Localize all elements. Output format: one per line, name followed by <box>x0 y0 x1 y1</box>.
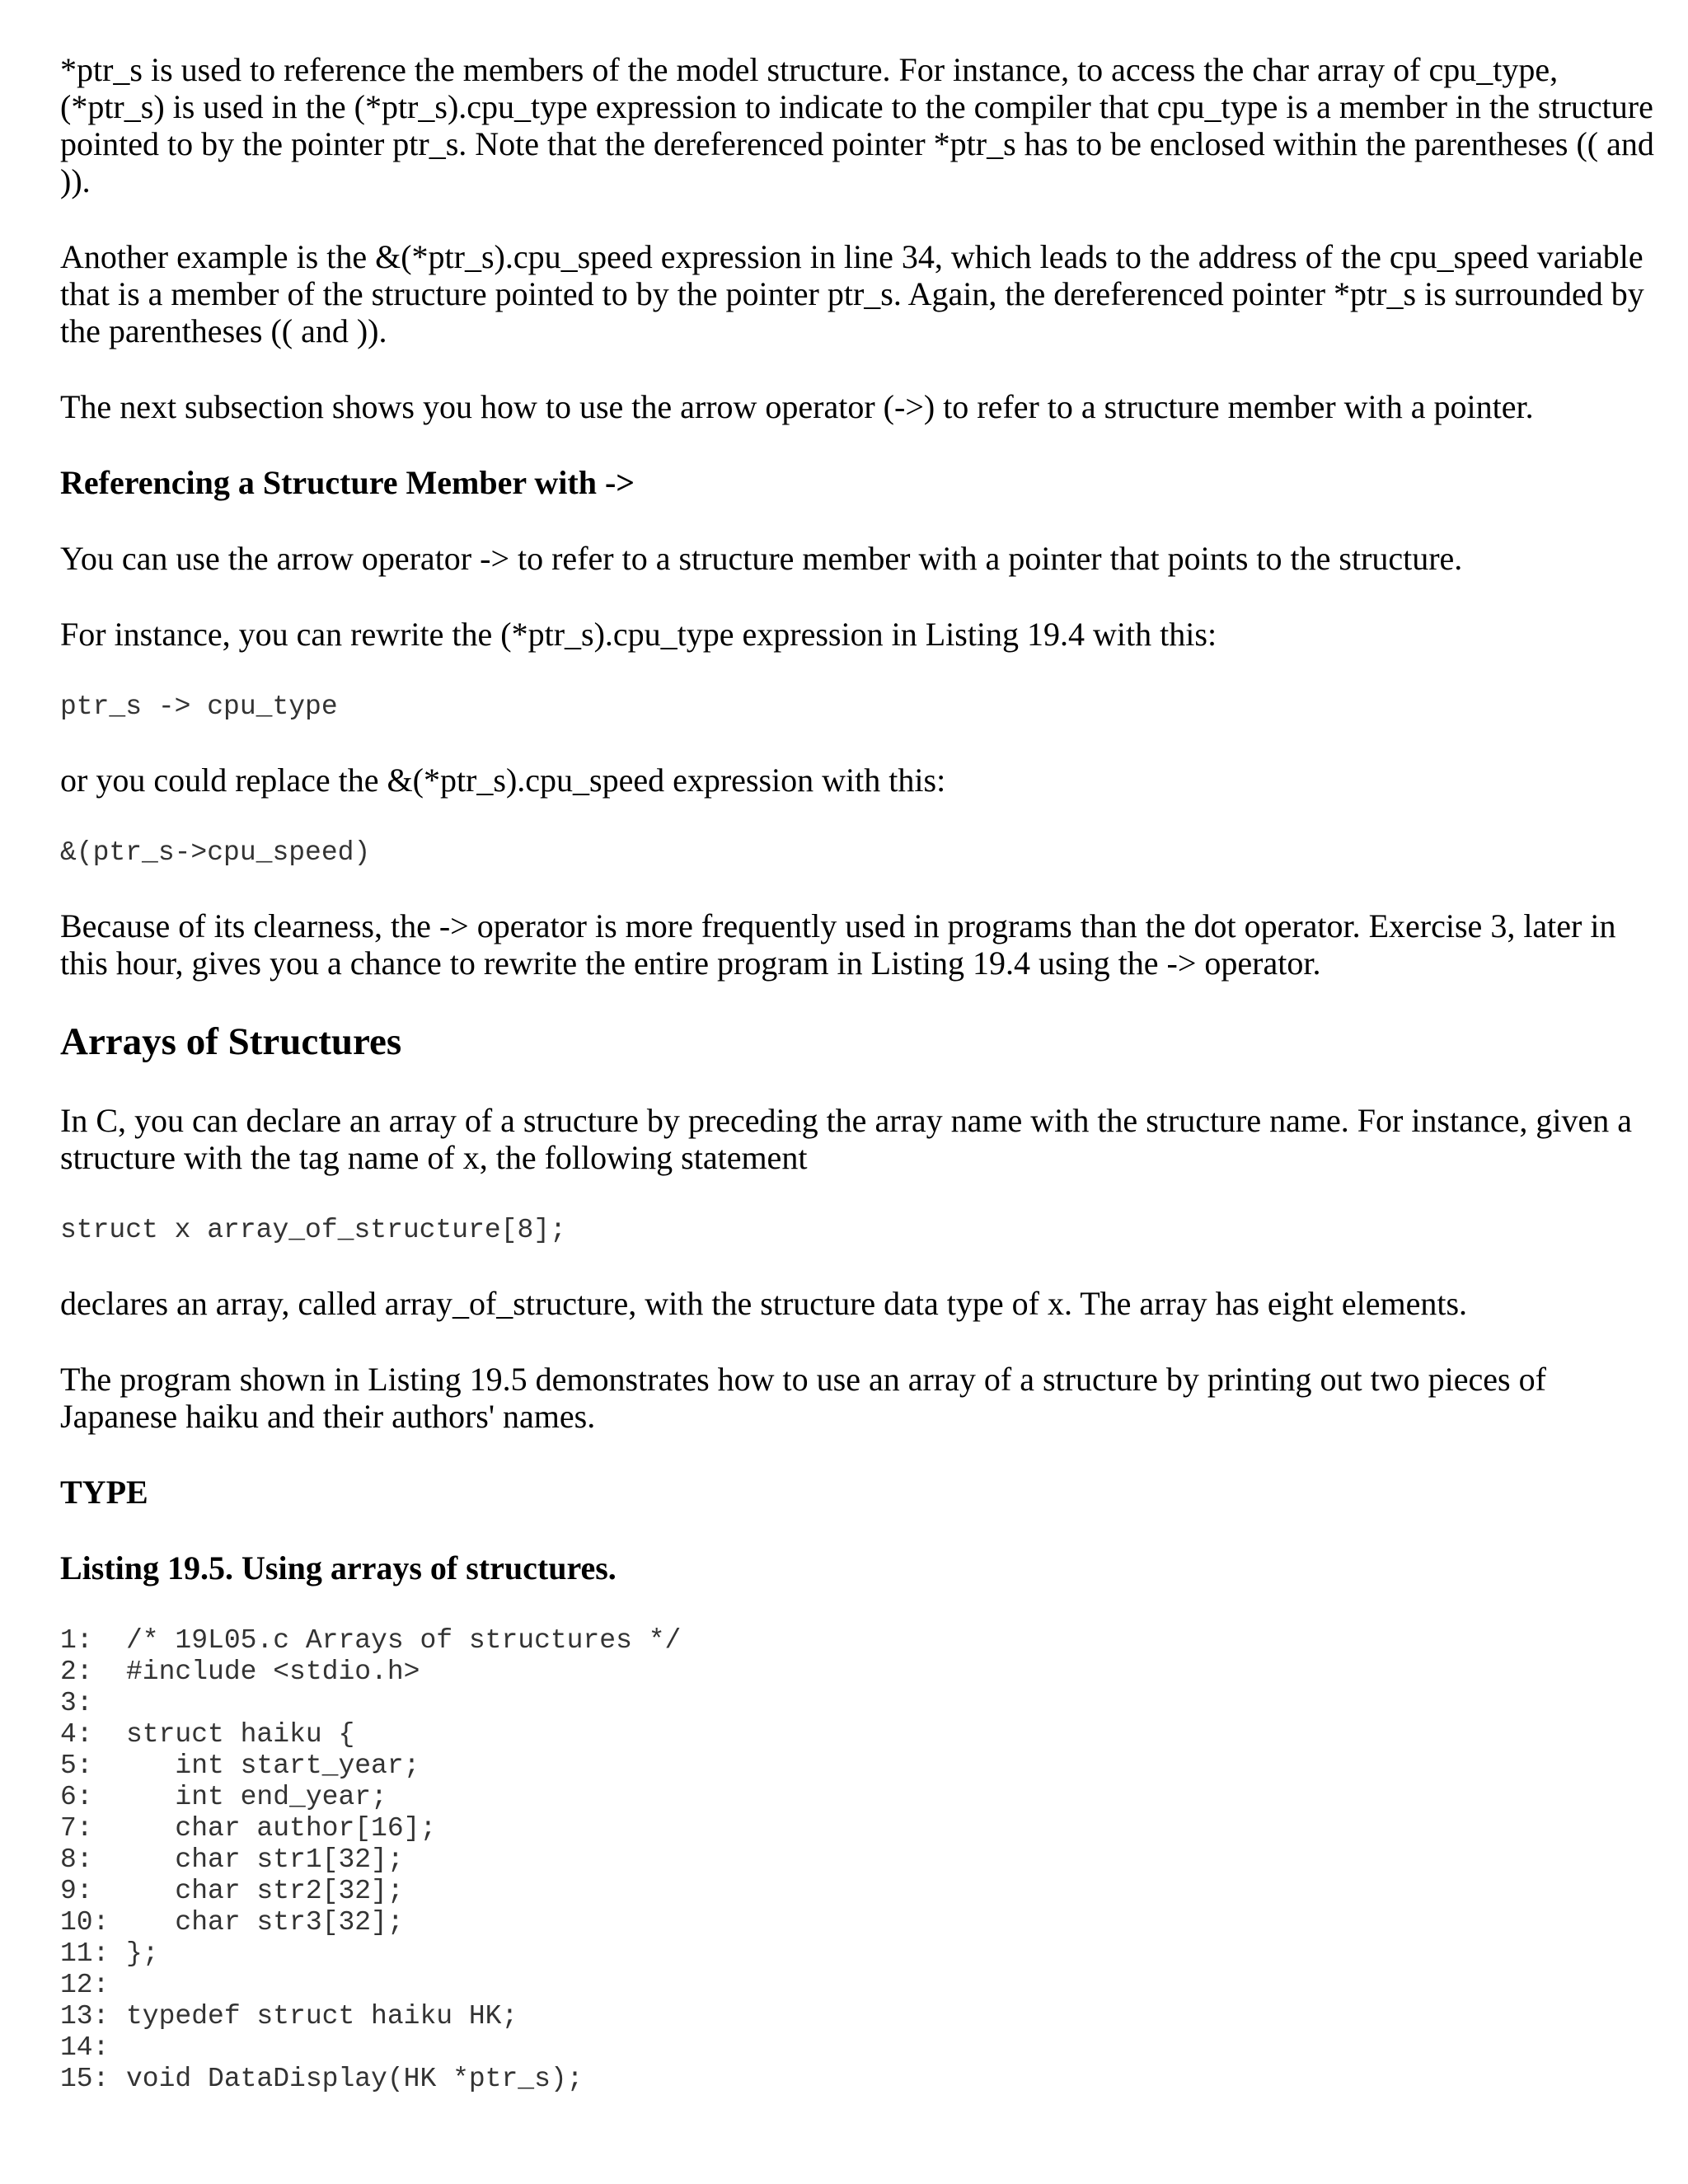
paragraph-rewrite-instance: For instance, you can rewrite the (*ptr_s).cpu_type expression in Listing 19.4 with this: <box>60 616 1217 653</box>
listing-line <box>60 1657 1659 1688</box>
line-code: /* 19L05.c Arrays of structures */ <box>126 1625 682 1656</box>
listing-line <box>60 1688 1659 1719</box>
document-page <box>60 51 1659 2095</box>
listing-line <box>60 1750 1659 1782</box>
line-code: int end_year; <box>126 1782 387 1812</box>
heading-referencing-structure-member: Referencing a Structure Member with -> <box>60 464 635 501</box>
listing-line <box>60 1625 1659 1657</box>
line-number: 1: <box>60 1625 93 1656</box>
paragraph-declares-array: declares an array, called array_of_structure, with the structure data type of x. The array has eight elements. <box>60 1285 1468 1322</box>
line-number: 15: <box>60 2064 110 2094</box>
listing-line <box>60 1782 1659 1813</box>
line-code: int start_year; <box>126 1750 420 1781</box>
code-snippet-array-declaration: struct x array_of_structure[8]; <box>60 1215 566 1245</box>
paragraph-cpu-speed-example: Another example is the &(*ptr_s).cpu_speed expression in line 34, which leads to the address of the cpu_speed variable that is a member of the structure pointed to by the pointer ptr_s. Again, the dereferenced pointer *ptr_s is surrounded by the parentheses (( and )). <box>60 238 1644 349</box>
line-code: struct haiku { <box>126 1719 355 1750</box>
line-number: 12: <box>60 1970 110 2000</box>
heading-type: TYPE <box>60 1474 148 1511</box>
listing-line <box>60 1970 1659 2001</box>
code-snippet-arrow-speed: &(ptr_s->cpu_speed) <box>60 837 371 868</box>
paragraph-replace-expression: or you could replace the &(*ptr_s).cpu_speed expression with this: <box>60 762 946 799</box>
line-code: typedef struct haiku HK; <box>126 2001 518 2032</box>
line-number: 8: <box>60 1844 93 1875</box>
listing-caption: Listing 19.5. Using arrays of structures. <box>60 1549 617 1586</box>
paragraph-declare-array: In C, you can declare an array of a structure by preceding the array name with the structure name. For instance, given a structure with the tag name of x, the following statement <box>60 1102 1632 1176</box>
line-code: #include <stdio.h> <box>126 1657 420 1687</box>
line-number: 5: <box>60 1750 93 1781</box>
line-number: 13: <box>60 2001 110 2032</box>
line-code: char author[16]; <box>126 1813 437 1844</box>
line-number: 4: <box>60 1719 93 1750</box>
line-number: 6: <box>60 1782 93 1812</box>
line-number: 2: <box>60 1657 93 1687</box>
line-number: 7: <box>60 1813 93 1844</box>
paragraph-listing-intro: The program shown in Listing 19.5 demonstrates how to use an array of a structure by printing out two pieces of Japanese haiku and their authors' names. <box>60 1361 1546 1435</box>
listing-line <box>60 1844 1659 1876</box>
line-code: char str1[32]; <box>126 1844 404 1875</box>
listing-line <box>60 1938 1659 1970</box>
code-snippet-arrow-type: ptr_s -> cpu_type <box>60 691 338 722</box>
listing-line <box>60 1876 1659 1907</box>
code-listing <box>60 1625 1659 2095</box>
listing-line <box>60 1813 1659 1844</box>
listing-line <box>60 1719 1659 1750</box>
paragraph-clearness: Because of its clearness, the -> operator is more frequently used in programs than the dot operator. Exercise 3, later in this hour, gives you a chance to rewrite the entire program in Listing 19.4 using the -> operator. <box>60 907 1616 982</box>
line-number: 10: <box>60 1907 110 1938</box>
line-code: char str2[32]; <box>126 1876 404 1906</box>
line-code: void DataDisplay(HK *ptr_s); <box>126 2064 584 2094</box>
line-code: char str3[32]; <box>126 1907 404 1938</box>
paragraph-next-subsection: The next subsection shows you how to use the arrow operator (->) to refer to a structure member with a pointer. <box>60 388 1534 425</box>
line-number: 3: <box>60 1688 93 1718</box>
listing-line <box>60 2064 1659 2095</box>
line-code: }; <box>126 1938 159 1969</box>
line-number: 14: <box>60 2032 110 2063</box>
heading-arrays-of-structures: Arrays of Structures <box>60 1020 402 1063</box>
listing-line <box>60 2032 1659 2064</box>
line-number: 11: <box>60 1938 110 1969</box>
paragraph-ptr-s-reference: *ptr_s is used to reference the members of the model structure. For instance, to access the char array of cpu_type, (*ptr_s) is used in the (*ptr_s).cpu_type expression to indicate to the compiler that cpu_type is a member in the structure pointed to by the pointer ptr_s. Note that the dereferenced pointer *ptr_s has to be enclosed within the parentheses (( and )). <box>60 51 1654 199</box>
listing-line <box>60 1907 1659 1938</box>
listing-line <box>60 2001 1659 2032</box>
paragraph-arrow-operator: You can use the arrow operator -> to refer to a structure member with a pointer that points to the structure. <box>60 540 1463 577</box>
line-number: 9: <box>60 1876 93 1906</box>
